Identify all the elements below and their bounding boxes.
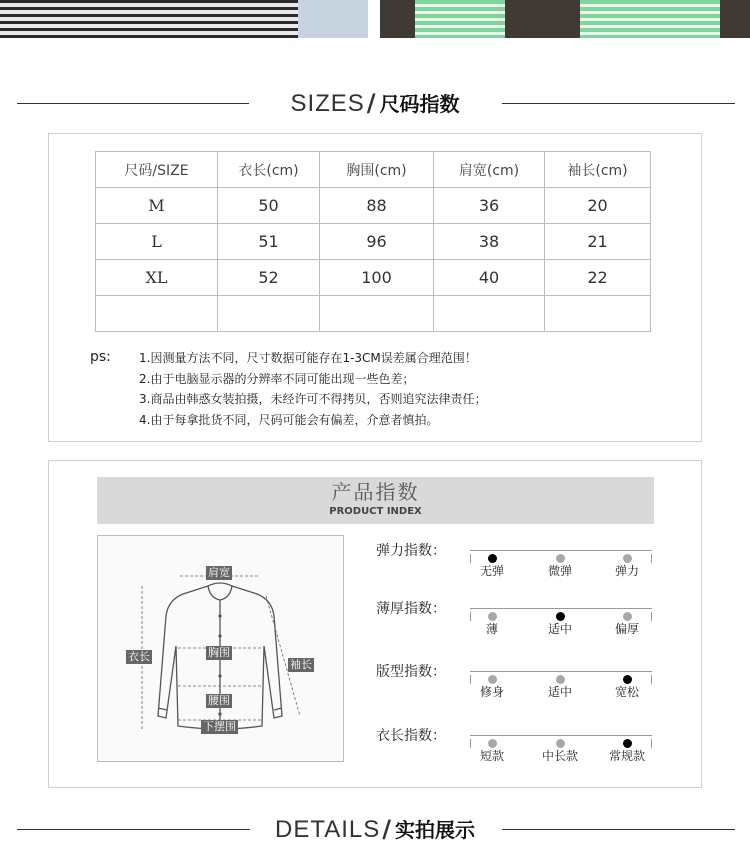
size-cell bbox=[320, 296, 434, 332]
label-chest: 胸围 bbox=[208, 646, 230, 659]
size-header-cell: 衣长(cm) bbox=[218, 152, 320, 188]
size-cell: 100 bbox=[320, 260, 434, 296]
size-cell: 21 bbox=[545, 224, 651, 260]
size-note: 2.由于电脑显示器的分辨率不同可能出现一些色差； bbox=[139, 371, 415, 386]
index-track bbox=[470, 608, 652, 609]
size-cell bbox=[218, 296, 320, 332]
label-shoulder: 肩宽 bbox=[208, 566, 230, 579]
product-index-panel bbox=[48, 460, 702, 788]
index-track bbox=[470, 671, 652, 672]
product-index-title-en: PRODUCT INDEX bbox=[329, 506, 422, 517]
index-row bbox=[376, 663, 706, 703]
size-header-cell: 袖长(cm) bbox=[545, 152, 651, 188]
table-row bbox=[96, 188, 651, 224]
sizes-section-header bbox=[0, 88, 750, 118]
index-name: 衣长指数： bbox=[376, 728, 446, 744]
size-note: 3.商品由韩惑女装拍摄，未经许可不得拷贝，否则追究法律责任； bbox=[139, 392, 487, 406]
size-cell: L bbox=[96, 224, 218, 260]
label-sleeve: 袖长 bbox=[290, 658, 312, 671]
size-chart-panel bbox=[48, 133, 702, 442]
size-cell: 51 bbox=[218, 224, 320, 260]
size-cell: 96 bbox=[320, 224, 434, 260]
garment-diagram bbox=[97, 535, 344, 762]
details-section-header bbox=[0, 814, 750, 844]
index-option-label: 适中 bbox=[547, 685, 572, 699]
product-photo-right bbox=[380, 0, 750, 38]
size-cell: M bbox=[96, 188, 218, 224]
size-cell bbox=[434, 296, 545, 332]
index-row bbox=[376, 727, 706, 767]
index-track bbox=[470, 550, 652, 551]
size-cell: 40 bbox=[434, 260, 545, 296]
index-option-label: 微弹 bbox=[547, 564, 572, 578]
index-track bbox=[470, 735, 652, 736]
size-header-cell: 胸围(cm) bbox=[320, 152, 434, 188]
index-option-label: 薄 bbox=[485, 622, 498, 636]
details-title-slash: / bbox=[382, 815, 391, 843]
index-option-label: 中长款 bbox=[541, 749, 578, 763]
size-table bbox=[95, 151, 651, 332]
size-cell: 38 bbox=[434, 224, 545, 260]
index-name: 弹力指数： bbox=[376, 543, 446, 559]
size-notes bbox=[139, 348, 486, 430]
label-hem: 下摆围 bbox=[203, 720, 236, 733]
product-photo-left bbox=[0, 0, 368, 38]
size-note: 4.由于每拿批货不同，尺码可能会有偏差，介意者慎拍。 bbox=[139, 412, 439, 427]
sizes-title-en: SIZES bbox=[290, 90, 365, 117]
size-note: 1.因测量方法不同，尺寸数据可能存在1-3CM误差属合理范围！ bbox=[139, 351, 477, 365]
index-option-label: 短款 bbox=[479, 749, 504, 763]
size-header-cell: 尺码/SIZE bbox=[96, 152, 218, 188]
index-option-label: 常规款 bbox=[608, 749, 645, 763]
table-row bbox=[96, 296, 651, 332]
size-cell bbox=[545, 296, 651, 332]
sizes-title-slash: / bbox=[366, 89, 376, 117]
size-cell bbox=[96, 296, 218, 332]
details-title-cn: 实拍展示 bbox=[395, 818, 475, 842]
label-length: 衣长 bbox=[128, 650, 150, 663]
sizes-title-cn: 尺码指数 bbox=[379, 92, 460, 116]
size-cell: 50 bbox=[218, 188, 320, 224]
product-index-title-cn: 产品指数 bbox=[331, 480, 420, 504]
size-cell: 36 bbox=[434, 188, 545, 224]
index-row bbox=[376, 542, 706, 582]
ps-label: ps: bbox=[90, 349, 111, 365]
index-option-label: 偏厚 bbox=[614, 622, 639, 636]
index-option-label: 弹力 bbox=[614, 564, 639, 578]
product-index-bar bbox=[97, 477, 654, 524]
details-title-en: DETAILS bbox=[274, 816, 381, 843]
size-header-cell: 肩宽(cm) bbox=[434, 152, 545, 188]
index-row bbox=[376, 600, 706, 640]
index-option-label: 修身 bbox=[479, 685, 504, 699]
index-option-label: 宽松 bbox=[614, 685, 639, 699]
size-cell: 22 bbox=[545, 260, 651, 296]
index-option-label: 无弹 bbox=[479, 564, 504, 578]
size-cell: 52 bbox=[218, 260, 320, 296]
size-cell: 88 bbox=[320, 188, 434, 224]
index-name: 版型指数： bbox=[376, 664, 446, 680]
size-cell: XL bbox=[96, 260, 218, 296]
size-cell: 20 bbox=[545, 188, 651, 224]
table-row bbox=[96, 260, 651, 296]
table-row bbox=[96, 224, 651, 260]
size-table-header bbox=[96, 152, 651, 188]
index-option-label: 适中 bbox=[547, 622, 572, 636]
label-waist: 腰围 bbox=[208, 694, 230, 707]
index-name: 薄厚指数： bbox=[376, 601, 446, 617]
